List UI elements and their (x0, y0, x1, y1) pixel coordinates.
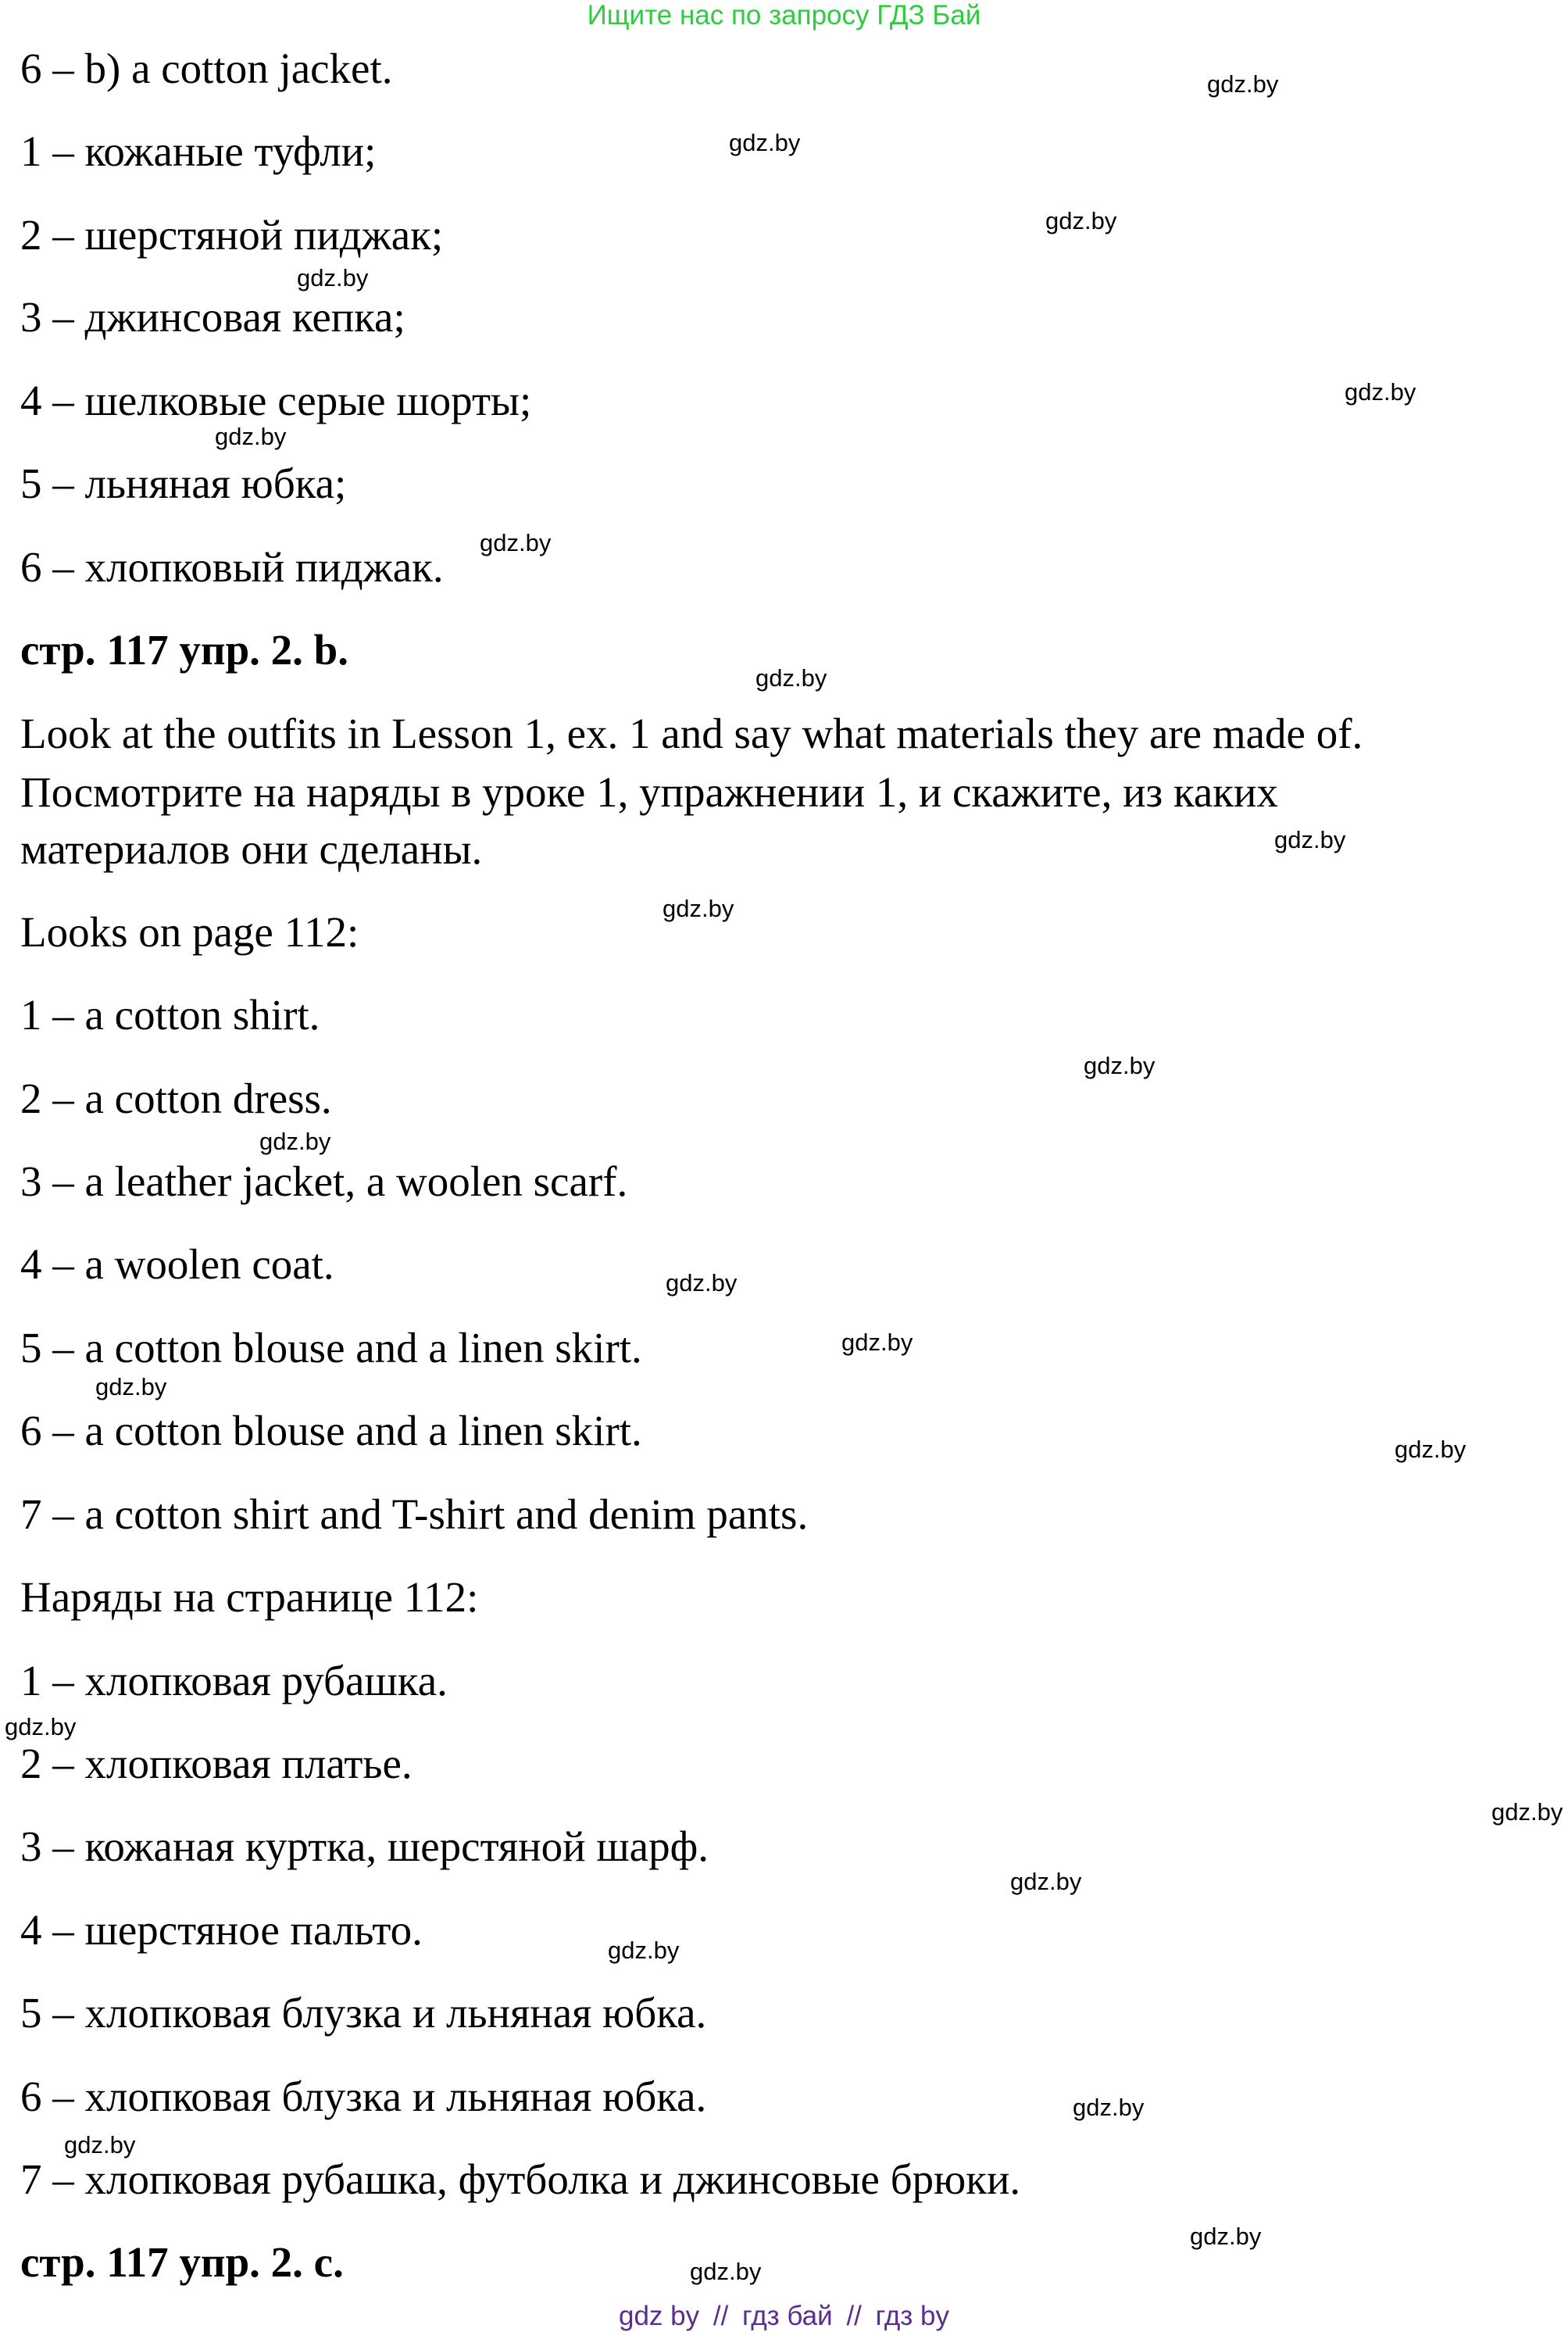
task-text: материалов они сделаны. (20, 825, 483, 873)
answer-line: 7 – хлопковая рубашка, футболка и джинсовые брюки. (20, 2155, 1021, 2203)
watermark: gdz.by (95, 1373, 167, 1400)
task-text: Look at the outfits in Lesson 1, ex. 1 and say what materials they are made of. (20, 710, 1363, 757)
footer-link-gdz-by[interactable]: gdz by (619, 2301, 700, 2331)
watermark: gdz.by (1084, 1052, 1155, 1079)
answer-line: 2 – шерстяной пиджак; (20, 211, 444, 259)
watermark: gdz.by (666, 1269, 738, 1297)
watermark: gdz.by (1010, 1868, 1082, 1895)
answer-line: 3 – кожаная куртка, шерстяной шарф. (20, 1822, 709, 1870)
watermark: gdz.by (729, 129, 801, 156)
answer-line: 2 – хлопковая платье. (20, 1740, 413, 1787)
watermark: gdz.by (755, 664, 827, 692)
answer-line: 1 – a cotton shirt. (20, 991, 320, 1039)
watermark: gdz.by (1045, 207, 1117, 234)
answer-line: 1 – хлопковая рубашка. (20, 1657, 448, 1704)
answer-line: 6 – хлопковая блузка и льняная юбка. (20, 2073, 707, 2120)
answer-line: 6 – хлопковый пиджак. (20, 543, 444, 591)
section-heading: стр. 117 упр. 2. b. (20, 626, 349, 674)
watermark: gdz.by (1345, 378, 1416, 406)
watermark: gdz.by (1491, 1798, 1563, 1826)
watermark: gdz.by (297, 264, 369, 292)
answer-line: 4 – шелковые серые шорты; (20, 377, 532, 424)
watermark: gdz.by (1395, 1436, 1466, 1463)
task-text: Посмотрите на наряды в уроке 1, упражнении 1, и скажите, из каких (20, 768, 1278, 816)
top-banner[interactable]: Ищите нас по запросу ГДЗ Бай (587, 0, 981, 30)
watermark: gdz.by (64, 2131, 136, 2159)
answer-line: 7 – a cotton shirt and T-shirt and denim pants. (20, 1490, 809, 1538)
watermark: gdz.by (608, 1937, 680, 1964)
watermark: gdz.by (841, 1329, 913, 1356)
footer-separator: // (713, 2301, 729, 2331)
section-heading: стр. 117 упр. 2. c. (20, 2238, 344, 2286)
watermark: gdz.by (690, 2258, 762, 2285)
watermark: gdz.by (1207, 70, 1279, 98)
watermark: gdz.by (259, 1128, 331, 1155)
answer-line: 6 – b) a cotton jacket. (20, 45, 393, 92)
watermark: gdz.by (663, 895, 734, 922)
watermark: gdz.by (1274, 826, 1346, 853)
watermark: gdz.by (5, 1713, 77, 1740)
answer-line: 4 – шерстяное пальто. (20, 1906, 423, 1954)
footer-links (0, 2301, 1568, 2332)
answer-line: 5 – a cotton blouse and a linen skirt. (20, 1324, 642, 1372)
answer-line: 3 – a leather jacket, a woolen scarf. (20, 1157, 628, 1205)
answer-line: 3 – джинсовая кепка; (20, 293, 405, 341)
answer-line: 2 – a cotton dress. (20, 1075, 332, 1122)
answer-line: Looks on page 112: (20, 908, 359, 956)
answer-line: 6 – a cotton blouse and a linen skirt. (20, 1407, 642, 1454)
answer-line: 5 – льняная юбка; (20, 460, 347, 507)
answer-line: Наряды на странице 112: (20, 1573, 479, 1621)
answer-line: 5 – хлопковая блузка и льняная юбка. (20, 1989, 707, 2037)
watermark: gdz.by (215, 423, 287, 450)
footer-link-gdz-bai[interactable]: гдз бай (742, 2301, 833, 2331)
watermark: gdz.by (1190, 2223, 1262, 2250)
footer-link-gdz-by-cyr[interactable]: гдз by (875, 2301, 949, 2331)
footer-separator: // (846, 2301, 862, 2331)
answer-line: 1 – кожаные туфли; (20, 127, 377, 175)
answer-line: 4 – a woolen coat. (20, 1240, 334, 1288)
watermark: gdz.by (1073, 2094, 1145, 2121)
watermark: gdz.by (480, 529, 552, 556)
